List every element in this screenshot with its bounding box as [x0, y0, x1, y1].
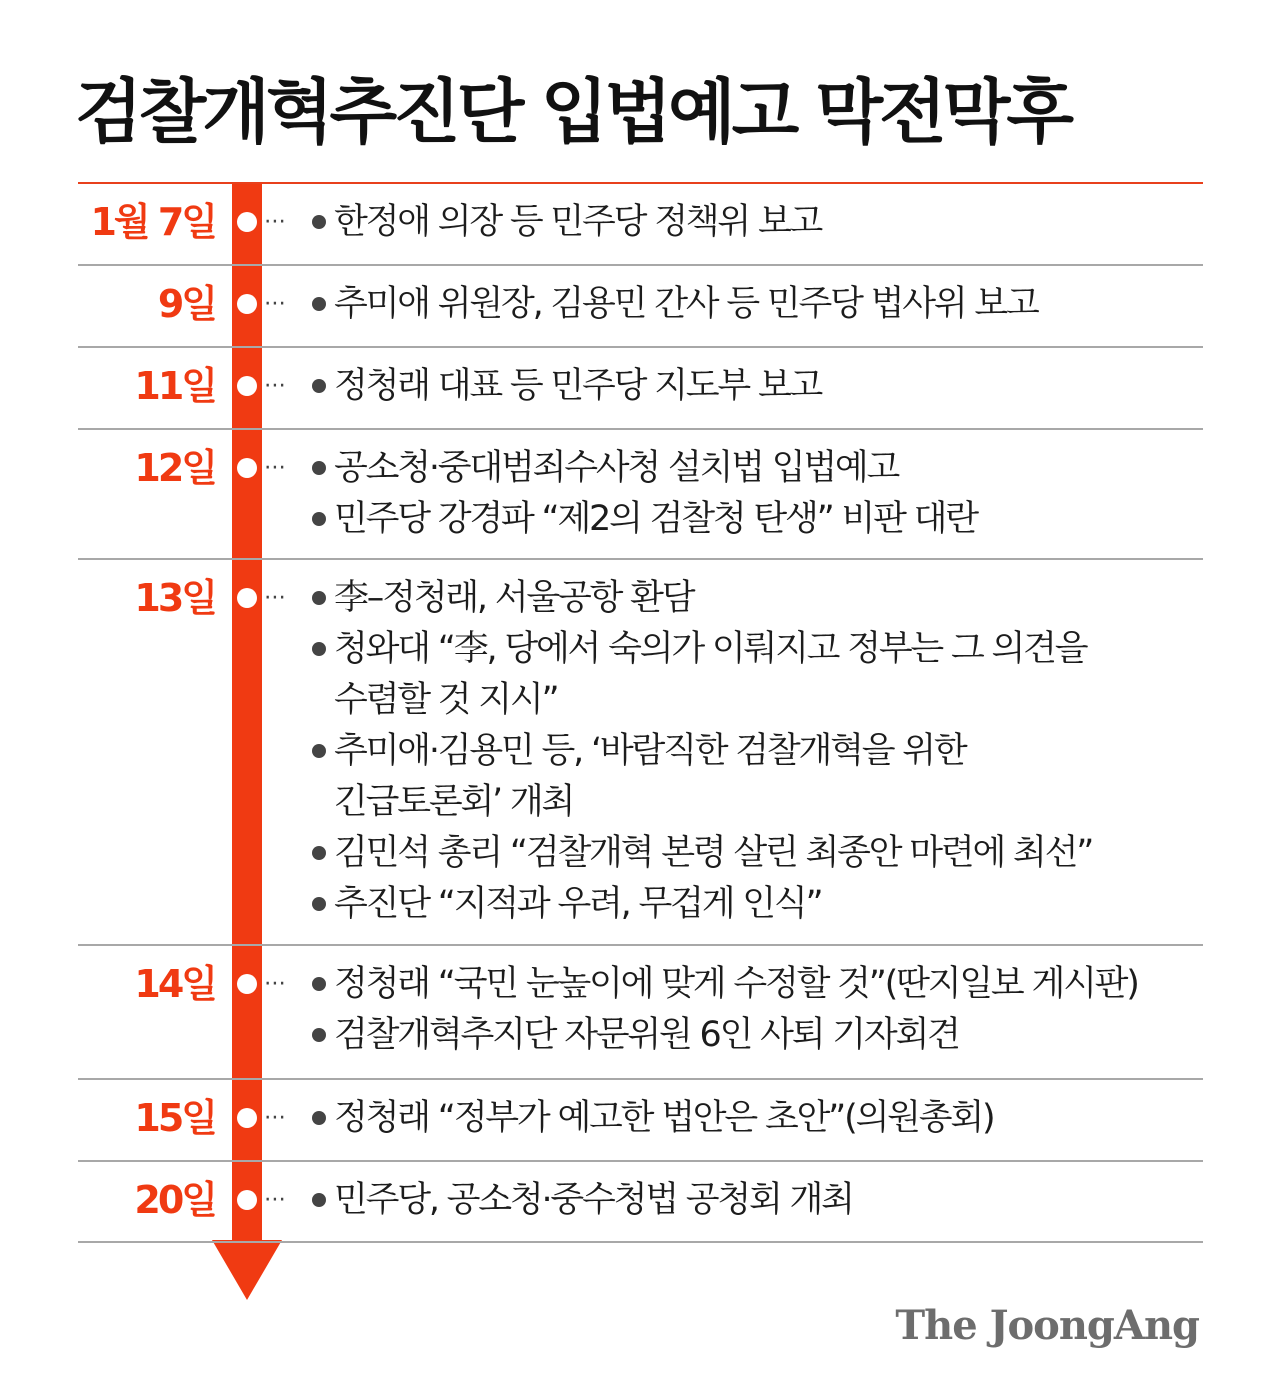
entry-item-text: 민주당, 공소청·중수청법 공청회 개최: [334, 1180, 853, 1220]
bullet-icon: [312, 1111, 326, 1125]
entry-date: 12일: [134, 446, 215, 490]
entry-items: [312, 197, 1212, 248]
connector-dots-icon: ⋯: [264, 373, 287, 398]
entry-item-text: 한정애 의장 등 민주당 정책위 보고: [334, 202, 822, 242]
bullet-icon: [312, 977, 326, 991]
entry-item-text: 청와대 “李, 당에서 숙의가 이뤄지고 정부는 그 의견을 수렴할 것 지시”: [334, 629, 1087, 720]
entry-item: [312, 828, 1212, 879]
entry-date: 1월 7일: [90, 200, 215, 244]
entry-item: [312, 959, 1212, 1010]
timeline-node-icon: [237, 376, 257, 396]
entry-items: [312, 279, 1212, 330]
entry-date: 14일: [134, 962, 215, 1006]
entry-item-text: 정청래 “정부가 예고한 법안은 초안”(의원총회): [334, 1098, 994, 1138]
entry-date: 15일: [134, 1096, 215, 1140]
bullet-icon: [312, 642, 326, 656]
timeline-entry: [0, 946, 1283, 1079]
entry-item-text: 김민석 총리 “검찰개혁 본령 살린 최종안 마련에 최선”: [334, 833, 1093, 873]
entry-item: [312, 1093, 1212, 1144]
bullet-icon: [312, 744, 326, 758]
page-title: 검찰개혁추진단 입법예고 막전막후: [75, 71, 1071, 153]
entry-item-text: 검찰개혁추지단 자문위원 6인 사퇴 기자회견: [334, 1015, 959, 1055]
entry-items: [312, 1093, 1212, 1144]
entry-item: [312, 1010, 1212, 1061]
bullet-icon: [312, 461, 326, 475]
connector-dots-icon: ⋯: [264, 291, 287, 316]
timeline-entry: [0, 348, 1283, 429]
bullet-icon: [312, 1193, 326, 1207]
entry-items: [312, 443, 1212, 545]
entry-date: 9일: [157, 282, 215, 326]
entry-items: [312, 361, 1212, 412]
entry-date: 20일: [134, 1178, 215, 1222]
entry-item-text: 추미애·김용민 등, ‘바람직한 검찰개혁을 위한 긴급토론회’ 개최: [334, 731, 966, 822]
entry-item: [312, 361, 1212, 412]
timeline-entry: [0, 1080, 1283, 1161]
entry-item-text: 李–정청래, 서울공항 환담: [334, 578, 694, 618]
entry-item: [312, 1175, 1212, 1226]
timeline-node-icon: [237, 588, 257, 608]
timeline-entry: [0, 1162, 1283, 1242]
entry-item-text: 정청래 “국민 눈높이에 맞게 수정할 것”(딴지일보 게시판): [334, 964, 1138, 1004]
bullet-icon: [312, 591, 326, 605]
bullet-icon: [312, 215, 326, 229]
timeline-node-icon: [237, 1190, 257, 1210]
timeline-node-icon: [237, 458, 257, 478]
bullet-icon: [312, 379, 326, 393]
entry-item: [312, 573, 1212, 624]
entry-date: 11일: [134, 364, 215, 408]
connector-dots-icon: ⋯: [264, 585, 287, 610]
timeline-node-icon: [237, 974, 257, 994]
timeline-entry: [0, 266, 1283, 347]
entry-item: [312, 726, 1212, 828]
entry-item: [312, 279, 1212, 330]
bullet-icon: [312, 846, 326, 860]
timeline-node-icon: [237, 294, 257, 314]
entry-items: [312, 1175, 1212, 1226]
row-divider: [78, 1241, 1203, 1243]
entry-item-text: 추미애 위원장, 김용민 간사 등 민주당 법사위 보고: [334, 284, 1038, 324]
connector-dots-icon: ⋯: [264, 455, 287, 480]
timeline-entry: [0, 430, 1283, 559]
entry-item-text: 추진단 “지적과 우려, 무겁게 인식”: [334, 884, 822, 924]
publisher-logo: The JoongAng: [895, 1302, 1199, 1349]
bullet-icon: [312, 512, 326, 526]
entry-item: [312, 494, 1212, 545]
connector-dots-icon: ⋯: [264, 1187, 287, 1212]
entry-item: [312, 879, 1212, 930]
entry-item-text: 정청래 대표 등 민주당 지도부 보고: [334, 366, 822, 406]
bullet-icon: [312, 897, 326, 911]
timeline-node-icon: [237, 1108, 257, 1128]
bullet-icon: [312, 297, 326, 311]
entry-date: 13일: [134, 576, 215, 620]
entry-item-text: 민주당 강경파 “제2의 검찰청 탄생” 비판 대란: [334, 499, 977, 539]
timeline-entry: [0, 560, 1283, 945]
entry-item: [312, 443, 1212, 494]
entry-items: [312, 959, 1212, 1061]
timeline-node-icon: [237, 212, 257, 232]
entry-item-text: 공소청·중대범죄수사청 설치법 입법예고: [334, 448, 899, 488]
connector-dots-icon: ⋯: [264, 1105, 287, 1130]
timeline-arrow-icon: [212, 1240, 282, 1300]
connector-dots-icon: ⋯: [264, 209, 287, 234]
bullet-icon: [312, 1028, 326, 1042]
entry-items: [312, 573, 1212, 930]
connector-dots-icon: ⋯: [264, 971, 287, 996]
entry-item: [312, 197, 1212, 248]
timeline-entry: [0, 184, 1283, 265]
entry-item: [312, 624, 1212, 726]
